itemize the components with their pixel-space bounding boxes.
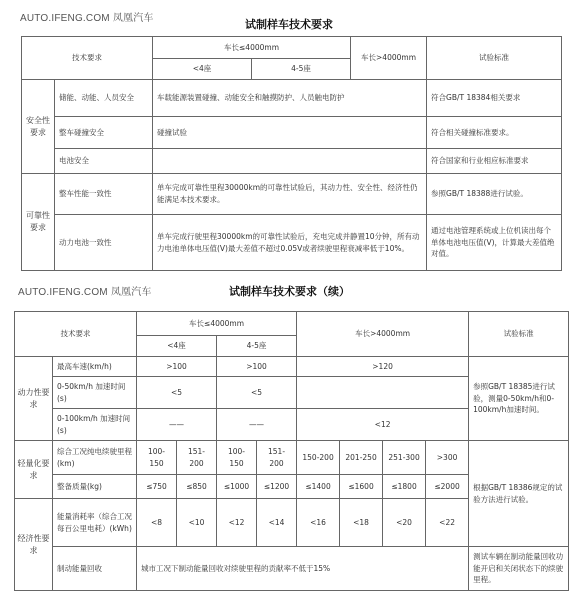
row-standard: 符合GB/T 18384相关要求: [427, 80, 562, 117]
row-standard: 根据GB/T 18386规定的试验方法进行试验。: [469, 441, 569, 547]
value-cell: >120: [297, 357, 469, 377]
value-cell: <16: [297, 499, 340, 547]
value-cell: <18: [340, 499, 383, 547]
row-item: 整车性能一致性: [55, 174, 153, 215]
category-lightweight: 轻量化要求: [15, 441, 53, 499]
value-cell: ——: [217, 409, 297, 441]
header-test-std: 试验标准: [427, 37, 562, 80]
row-standard: 参照GB/T 18385进行试验，测量0-50km/h和0-100km/h加速时间。: [469, 357, 569, 441]
category-economy: 经济性要求: [15, 499, 53, 591]
row-item: 综合工况纯电续驶里程(km): [53, 441, 137, 475]
value-cell: <5: [217, 377, 297, 409]
value-cell: <12: [217, 499, 257, 547]
row-standard: 参照GB/T 18388进行试验。: [427, 174, 562, 215]
row-requirement: 车载能源装置碰撞、动能安全和触摸防护、人员触电防护: [153, 80, 427, 117]
table1: [21, 36, 562, 271]
value-cell: <14: [257, 499, 297, 547]
value-cell: <20: [383, 499, 426, 547]
row-standard: 符合相关碰撞标准要求。: [427, 117, 562, 149]
row-item: 0-50km/h 加速时间(s): [53, 377, 137, 409]
table2: [14, 311, 569, 591]
watermark-top: AUTO.IFENG.COM 凤凰汽车: [20, 13, 154, 24]
header-len-lt4000: 车长≤4000mm: [153, 37, 351, 59]
header-4-5-seats: 4-5座: [252, 59, 351, 80]
value-cell: >300: [426, 441, 469, 475]
value-cell: 100-150: [137, 441, 177, 475]
value-cell: >100: [137, 357, 217, 377]
table1-title: 试制样车技术要求: [245, 18, 333, 31]
row-item: 储能、动能、人员安全: [55, 80, 153, 117]
value-cell: ≤1800: [383, 475, 426, 499]
header-tech-req: 技术要求: [22, 37, 153, 80]
header-4-5-seats: 4-5座: [217, 336, 297, 357]
row-requirement: 碰撞试验: [153, 117, 427, 149]
header-lt4-seats: <4座: [153, 59, 252, 80]
row-standard: 符合国家和行业相应标准要求: [427, 149, 562, 174]
row-item: 0-100km/h 加速时间(s): [53, 409, 137, 441]
value-cell: ≤1600: [340, 475, 383, 499]
value-cell: ≤850: [177, 475, 217, 499]
row-requirement: 单车完成可靠性里程30000km的可靠性试验后，其动力性、安全性、经济性仍能满足本技术要求。: [153, 174, 427, 215]
value-cell: 150-200: [297, 441, 340, 475]
row-item: 动力电池一致性: [55, 215, 153, 271]
header-test-std: 试验标准: [469, 312, 569, 357]
header-len-lt4000: 车长≤4000mm: [137, 312, 297, 336]
value-cell: <8: [137, 499, 177, 547]
value-cell: ≤1400: [297, 475, 340, 499]
header-len-gt4000: 车长>4000mm: [351, 37, 427, 80]
row-requirement: [153, 149, 427, 174]
row-item: 最高车速(km/h): [53, 357, 137, 377]
row-item: 整车碰撞安全: [55, 117, 153, 149]
value-cell: <10: [177, 499, 217, 547]
value-cell: <22: [426, 499, 469, 547]
category-reliability: 可靠性要求: [22, 174, 55, 271]
row-item: 能量消耗率（综合工况每百公里电耗）(kWh): [53, 499, 137, 547]
row-requirement: 城市工况下制动能量回收对续驶里程的贡献率不低于15%: [137, 547, 469, 591]
watermark-bottom: AUTO.IFENG.COM 凤凰汽车: [18, 287, 152, 298]
value-cell: ≤750: [137, 475, 177, 499]
row-item: 整备质量(kg): [53, 475, 137, 499]
value-cell: ≤2000: [426, 475, 469, 499]
value-cell: ≤1000: [217, 475, 257, 499]
value-cell: >100: [217, 357, 297, 377]
row-requirement: 单车完成行驶里程30000km的可靠性试验后，充电完成并静置10分钟，所有动力电池单体电压值(V)最大差值不超过0.05V或者续驶里程衰减率低于10%。: [153, 215, 427, 271]
value-cell: 100-150: [217, 441, 257, 475]
value-cell: [297, 377, 469, 409]
value-cell: <12: [297, 409, 469, 441]
value-cell: <5: [137, 377, 217, 409]
value-cell: ≤1200: [257, 475, 297, 499]
value-cell: 251-300: [383, 441, 426, 475]
table2-title: 试制样车技术要求（续）: [229, 285, 350, 298]
value-cell: 201-250: [340, 441, 383, 475]
value-cell: 151-200: [257, 441, 297, 475]
row-item: 电池安全: [55, 149, 153, 174]
row-item: 制动能量回收: [53, 547, 137, 591]
row-standard: 通过电池管理系统或上位机读出每个单体电池电压值(V)，计算最大差值绝对值。: [427, 215, 562, 271]
row-standard: 测试车辆在制动能量回收功能开启和关闭状态下的续驶里程。: [469, 547, 569, 591]
value-cell: ——: [137, 409, 217, 441]
header-len-gt4000: 车长>4000mm: [297, 312, 469, 357]
value-cell: 151-200: [177, 441, 217, 475]
category-safety: 安全性要求: [22, 80, 55, 174]
category-power: 动力性要求: [15, 357, 53, 441]
header-lt4-seats: <4座: [137, 336, 217, 357]
header-tech-req: 技术要求: [15, 312, 137, 357]
